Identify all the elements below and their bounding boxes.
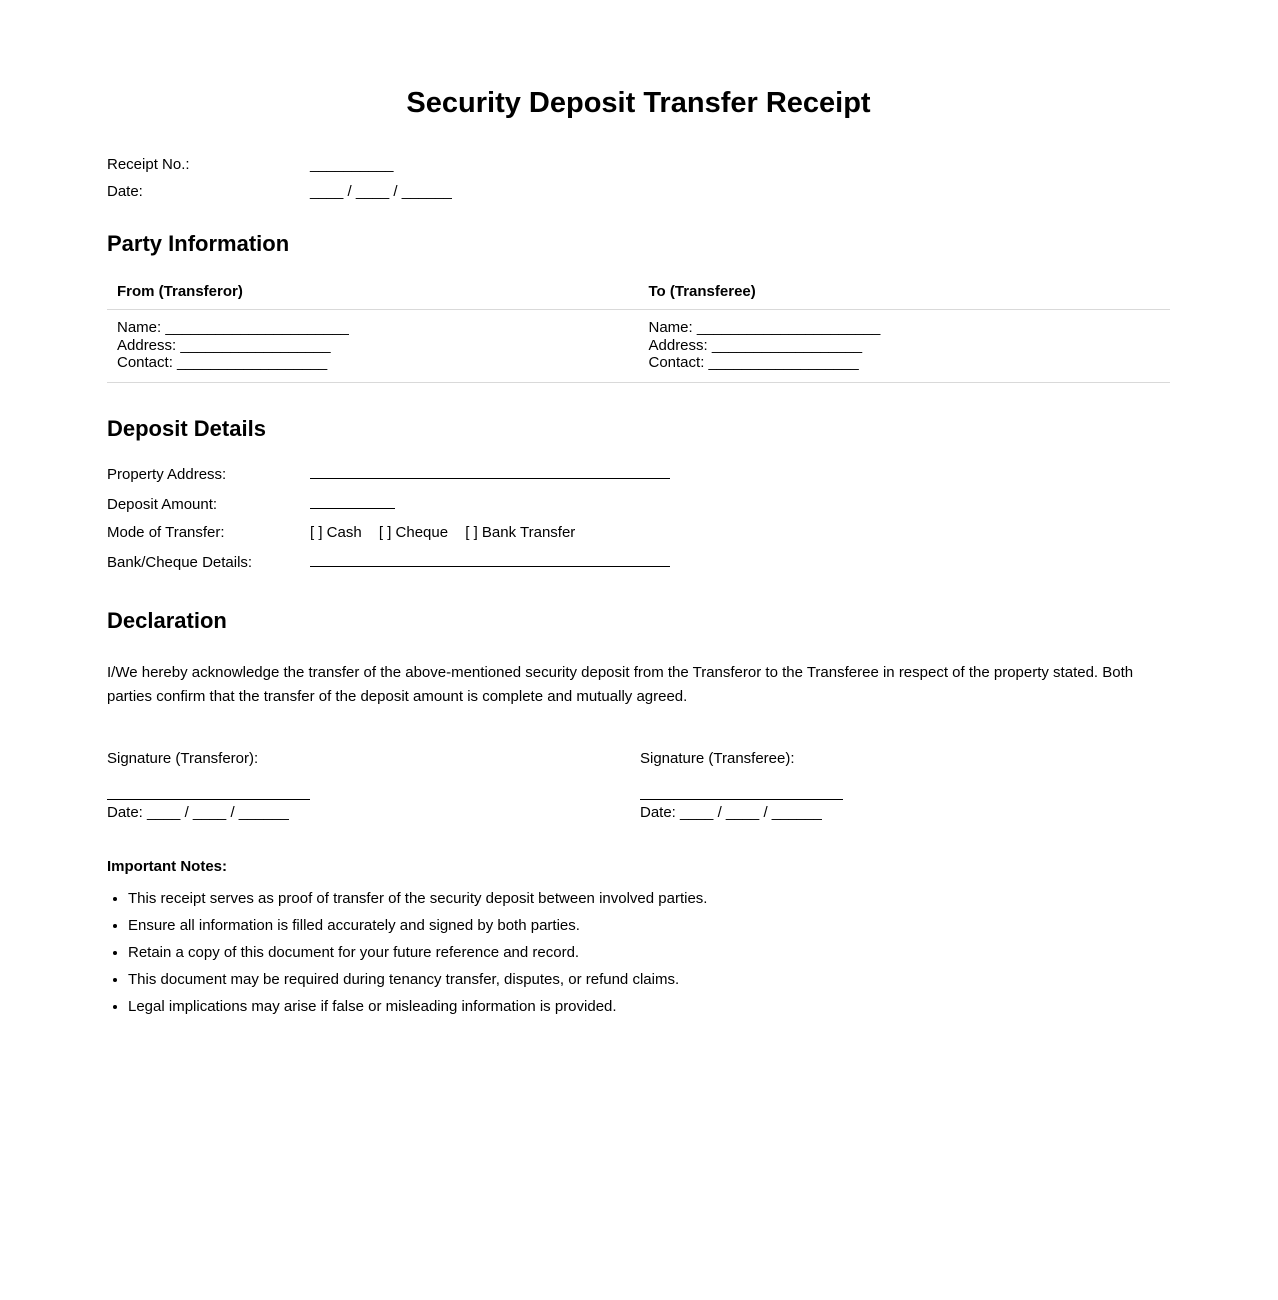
transferor-signature-block bbox=[107, 750, 640, 822]
transferee-name-blank: ______________________ bbox=[696, 319, 881, 336]
list-item: • This document may be required during tenancy transfer, disputes, or refund claims. bbox=[128, 971, 1170, 989]
deposit-details-heading: Deposit Details bbox=[107, 415, 266, 441]
receipt-no-row bbox=[107, 156, 1170, 174]
cash-checkbox-option: [ ] Cash bbox=[310, 523, 362, 541]
list-item: • Ensure all information is filled accurately and signed by both parties. bbox=[128, 917, 1170, 935]
transferee-signature-label: Signature (Transferee): bbox=[640, 749, 795, 767]
important-notes-list bbox=[107, 890, 1170, 1016]
declaration-heading: Declaration bbox=[107, 607, 227, 633]
bank-cheque-details-line bbox=[310, 552, 670, 567]
important-notes-heading: Important Notes: bbox=[107, 857, 227, 875]
transferor-contact-blank: __________________ bbox=[177, 354, 328, 371]
from-transferor-header: From (Transferor) bbox=[107, 283, 639, 310]
property-address-label: Property Address: bbox=[107, 465, 227, 483]
transferee-date-blank: ____ / ____ / ______ bbox=[680, 803, 822, 821]
property-address-row bbox=[107, 464, 1170, 484]
receipt-no-label: Receipt No.: bbox=[107, 156, 190, 173]
table-row bbox=[107, 310, 1170, 383]
declaration-text: I/We hereby acknowledge the transfer of the above-mentioned security deposit from the Transferor to the Transferee in respect of the property stated. Both parties confirm that the transfer of the deposit amount is complete and mutually agreed. bbox=[107, 663, 1134, 705]
transferee-address-blank: __________________ bbox=[711, 336, 863, 354]
transferee-contact-blank: __________________ bbox=[708, 354, 859, 371]
mode-of-transfer-label: Mode of Transfer: bbox=[107, 523, 225, 541]
transferee-signature-line bbox=[640, 768, 843, 800]
deposit-amount-line bbox=[310, 494, 395, 509]
transferor-address-field: Address: __________________ bbox=[117, 336, 331, 354]
cheque-checkbox-option: [ ] Cheque bbox=[378, 523, 449, 541]
mode-of-transfer-row bbox=[107, 524, 1170, 542]
transferor-cell bbox=[107, 310, 639, 383]
party-information-heading: Party Information bbox=[107, 231, 290, 256]
bank-cheque-details-label: Bank/Cheque Details: bbox=[107, 553, 253, 571]
receipt-date-blank: ____ / ____ / ______ bbox=[310, 183, 452, 200]
transferee-name-field: Name: ______________________ bbox=[648, 319, 881, 336]
property-address-line bbox=[310, 464, 670, 479]
receipt-meta bbox=[107, 156, 1170, 201]
list-item: • Retain a copy of this document for your future reference and record. bbox=[128, 944, 1170, 962]
deposit-amount-row bbox=[107, 494, 1170, 514]
transferee-signature-block bbox=[640, 750, 1173, 822]
receipt-date-label: Date: bbox=[107, 183, 143, 200]
deposit-amount-label: Deposit Amount: bbox=[107, 495, 218, 513]
transferor-date-blank: ____ / ____ / ______ bbox=[147, 803, 289, 821]
list-item: • Legal implications may arise if false or misleading information is provided. bbox=[128, 998, 1170, 1016]
bank-transfer-checkbox-option: [ ] Bank Transfer bbox=[465, 523, 576, 541]
transferee-contact-field: Contact: __________________ bbox=[648, 354, 859, 371]
transferor-signature-date: Date: ____ / ____ / ______ bbox=[107, 803, 289, 821]
receipt-date-row bbox=[107, 183, 1170, 201]
page-title: Security Deposit Transfer Receipt bbox=[406, 87, 871, 119]
transferee-cell bbox=[639, 310, 1171, 383]
transferee-address-field: Address: __________________ bbox=[648, 336, 863, 354]
transferor-contact-field: Contact: __________________ bbox=[117, 354, 328, 371]
transferor-signature-line bbox=[107, 768, 310, 800]
transferor-name-blank: ______________________ bbox=[165, 319, 349, 336]
transferor-name-field: Name: ______________________ bbox=[117, 319, 349, 336]
list-item: • This receipt serves as proof of transfer of the security deposit between involved parties. bbox=[128, 890, 1170, 908]
bank-cheque-details-row bbox=[107, 552, 1170, 572]
transferee-signature-date: Date: ____ / ____ / ______ bbox=[640, 803, 822, 821]
deposit-details-fields bbox=[107, 464, 1170, 572]
transferor-signature-label: Signature (Transferor): bbox=[107, 749, 259, 767]
receipt-no-blank: __________ bbox=[310, 156, 394, 173]
to-transferee-header: To (Transferee) bbox=[639, 283, 1171, 310]
transferor-address-blank: __________________ bbox=[180, 336, 331, 354]
party-information-table bbox=[107, 283, 1170, 383]
signature-section bbox=[107, 750, 1170, 822]
